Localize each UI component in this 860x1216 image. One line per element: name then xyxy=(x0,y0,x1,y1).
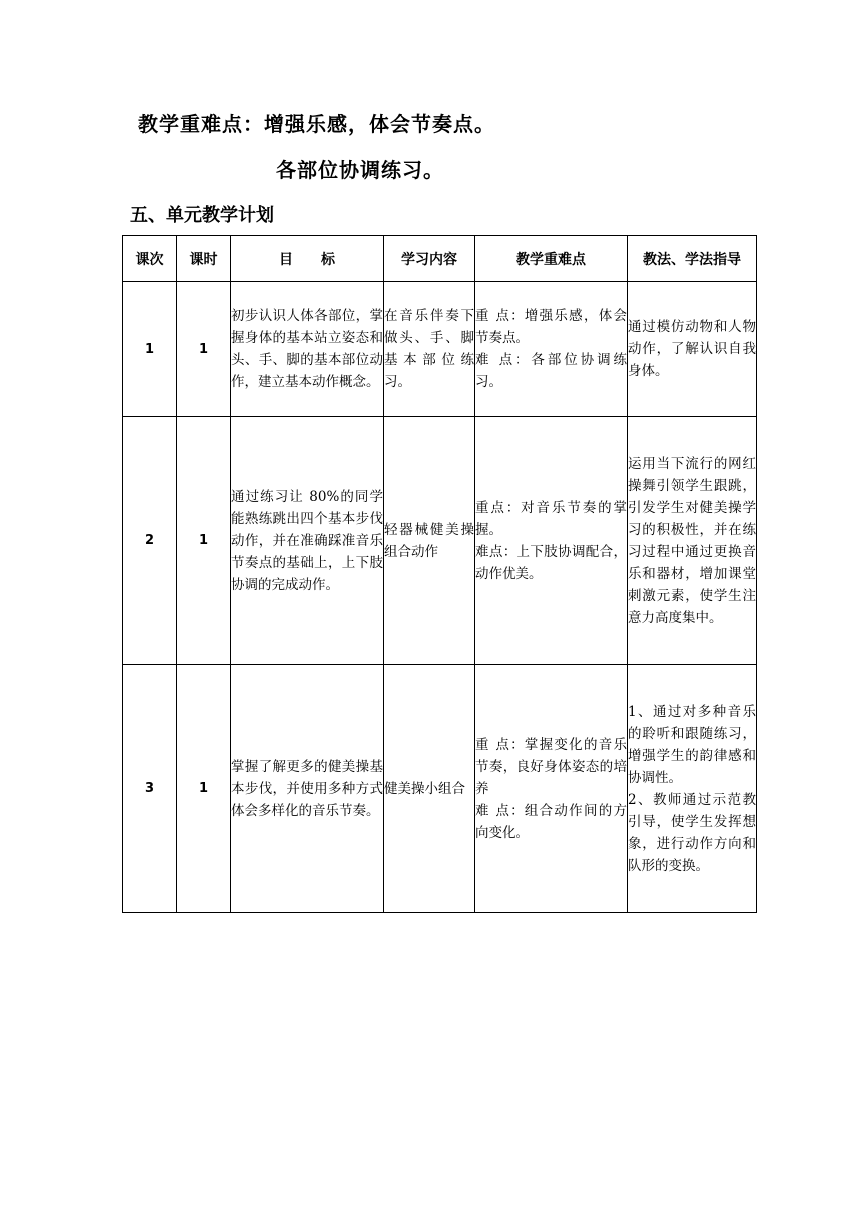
header-content: 学习内容 xyxy=(384,236,475,282)
header-goal: 目 标 xyxy=(231,236,384,282)
table-row xyxy=(123,417,757,665)
table-header-row xyxy=(123,236,757,282)
lesson-method: 通过模仿动物和人物动作，了解认识自我身体。 xyxy=(628,282,757,417)
lesson-goal: 初步认识人体各部位，掌握身体的基本站立姿态和头、手、脚的基本部位动作，建立基本动作概念。 xyxy=(231,282,384,417)
lesson-key-points: 重 点：增强乐感，体会节奏点。 难 点：各部位协调练习。 xyxy=(475,282,628,417)
lesson-content: 在音乐伴奏下做头、手、脚基本部位练习。 xyxy=(384,282,475,417)
lesson-number: 3 xyxy=(123,665,177,913)
table-row xyxy=(123,282,757,417)
table-row xyxy=(123,665,757,913)
key-points-continuation: 各部位协调练习。 xyxy=(276,158,444,182)
lesson-method: 运用当下流行的网红操舞引领学生跟跳，引发学生对健美操学习的积极性，并在练习过程中通过更换音乐和器材，增加课堂刺激元素，使学生注意力高度集中。 xyxy=(628,417,757,665)
lesson-content: 轻器械健美操组合动作 xyxy=(384,417,475,665)
lesson-key-points: 重点：对音乐节奏的掌握。 难点：上下肢协调配合，动作优美。 xyxy=(475,417,628,665)
lesson-goal: 通过练习让 80%的同学能熟练跳出四个基本步伐动作，并在准确踩准音乐节奏点的基础上，上下肢协调的完成动作。 xyxy=(231,417,384,665)
lesson-hours: 1 xyxy=(177,665,231,913)
header-hours: 课时 xyxy=(177,236,231,282)
lesson-number: 2 xyxy=(123,417,177,665)
lesson-hours: 1 xyxy=(177,417,231,665)
lesson-number: 1 xyxy=(123,282,177,417)
header-key-points: 教学重难点 xyxy=(475,236,628,282)
section-title: 五、单元教学计划 xyxy=(130,205,274,226)
header-method: 教法、学法指导 xyxy=(628,236,757,282)
lesson-content: 健美操小组合 xyxy=(384,665,475,913)
header-lesson: 课次 xyxy=(123,236,177,282)
unit-plan-table xyxy=(122,235,757,913)
lesson-hours: 1 xyxy=(177,282,231,417)
lesson-key-points: 重 点：掌握变化的音乐节奏，良好身体姿态的培养 难 点：组合动作间的方向变化。 xyxy=(475,665,628,913)
lesson-method: 1、通过对多种音乐的聆听和跟随练习，增强学生的韵律感和协调性。 2、教师通过示范教引导，使学生发挥想象，进行动作方向和队形的变换。 xyxy=(628,665,757,913)
key-points-heading: 教学重难点：增强乐感，体会节奏点。 xyxy=(138,112,495,136)
lesson-goal: 掌握了解更多的健美操基本步伐，并使用多种方式体会多样化的音乐节奏。 xyxy=(231,665,384,913)
